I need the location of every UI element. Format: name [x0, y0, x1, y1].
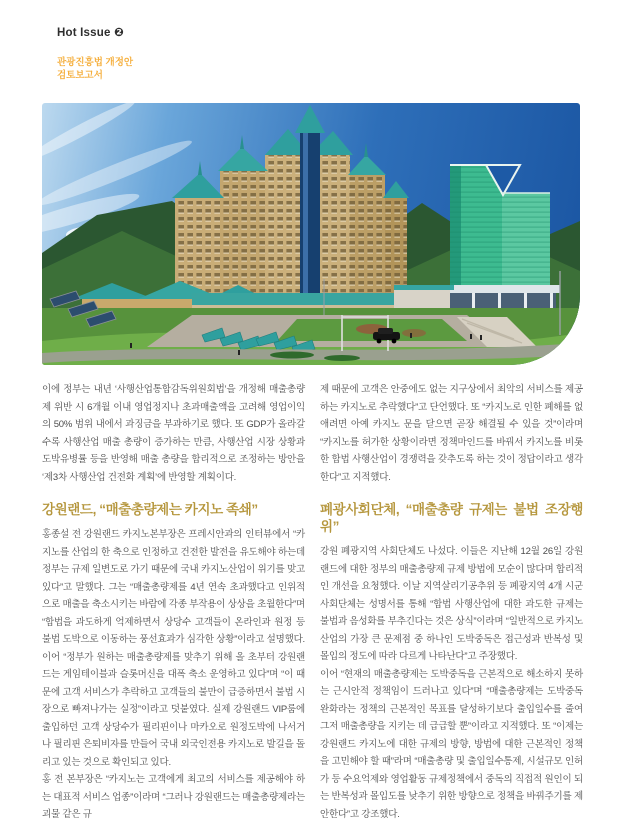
paragraph-community-1: 강원 폐광지역 사회단체도 나섰다. 이들은 지난해 12월 26일 강원랜드에 대한 정부의 매출총량제 규제 방법에 모순이 많다며 합리적인 개선을 요청했다. 이날 지역살리기공추위 등 폐광지역 4개 시군 사회단체는 성명서를 통해 “합법 사행산업에 대한 과도한 규제는 불법과 음성화를 부추긴다는 것은 상식”이라며 “일반적으로 카지노산업의 가장 큰 문제점 중 하나인 도박중독은 접근성과 반복성 및 몰입의 정도에 따라 다르게 나타난다”고 주장했다. [320, 546, 583, 662]
article-column-left [42, 381, 305, 824]
article-body [42, 381, 583, 824]
doc-title-line2: 검토보고서 [57, 70, 103, 81]
hotel-tower [172, 105, 409, 298]
casino-resort-illustration [42, 103, 580, 365]
doc-title [57, 56, 133, 82]
story-heading-community-groups: 폐광사회단체, “매출총량 규제는 불법 조장행위” [320, 502, 583, 534]
paragraph-intro: 이에 정부는 내년 ‘사행산업통합감독위원회법’을 개정해 매출총량제 위반 시 6개월 이내 영업정지나 초과매출액을 고려해 영업이익의 50% 범위 내에서 과징금을 부과하기로 했다. 또 GDP가 올라갈수록 사행산업 매출 총량이 증가하는 만큼, 사행산업 시장 상황과 도박유병률 등을 반영해 매출 총량을 합리적으로 조정하는 방안을 ‘제3차 사행산업 건전화 계획’에 반영할 계획이다. [42, 384, 305, 483]
casino-resort-photo [42, 103, 580, 365]
paragraph-community-2: 이어 “현재의 매출총량제는 도박중독을 근본적으로 해소하지 못하는 근시안적 정책임이 드러나고 있다”며 “매출총량제는 도박중독 완화라는 정책의 근본적인 목표를 달성하기보다 출입일수를 줄여 그저 매출총량을 지키는 데 급급할 뿐”이라고 지적했다. 또 “이제는 강원랜드 카지노에 대한 규제의 방향, 방법에 대한 근본적인 정책을 고민해야 할 때”라며 “매출총량 및 출입일수통제, 시설규모 인허가 등 수요억제와 영업활동 규제정책에서 중독의 직접적 원인이 되는 반복성과 몰입도를 낮추기 위한 방향으로 정책을 바꿔주기를 제안한다”고 강조했다. [320, 668, 583, 820]
section-label: Hot Issue ❷ [57, 27, 124, 39]
paragraph-continued: 제 때문에 고객은 안중에도 없는 지구상에서 최악의 서비스를 제공하는 카지노로 추락했다”고 단언했다. 또 “카지노로 인한 폐해를 없애려면 아예 카지노 문을 닫으면 곧장 해결될 수 있을 것”이라며 “카지노를 허가한 상황이라면 정책마인드를 바꿔서 카지노를 비롯한 합법 사행산업이 경쟁력을 갖추도록 하는 것이 정답이라고 생각한다”고 지적했다. [320, 384, 583, 483]
article-column-right [320, 381, 583, 824]
doc-title-line1: 관광진흥법 개정안 [57, 57, 134, 68]
paragraph-kangwonland-2: 홍 전 본부장은 “카지노는 고객에게 최고의 서비스를 제공해야 하는 대표적 서비스 업종”이라며 “그러나 강원랜드는 매출총량제라는 괴물 같은 규 [42, 774, 305, 820]
paragraph-kangwonland-1: 홍종설 전 강원랜드 카지노본부장은 프레시안과의 인터뷰에서 “카지노를 산업의 한 축으로 인정하고 건전한 발전을 유도해야 하는데 정부는 규제 일변도로 가기 때문에 국내 카지노산업이 위기를 맞고 있다”고 말했다. 그는 “매출총량제를 4년 연속 초과했다고 인위적으로 매출을 축소시키는 바람에 각종 부작용이 상상을 초월한다”며 “합법을 과도하게 억제하면서 상당수 고객들이 온라인과 원정 등 불법 도박으로 이동하는 풍선효과가 심각한 상황”이라고 설명했다. 이어 “정부가 원하는 매출총량제를 맞추기 위해 올 초부터 강원랜드는 게임테이블과 슬롯머신을 대폭 축소 운영하고 있다”며 “이 때문에 고객 서비스가 추락하고 고객들의 불만이 급증하면서 불법 시장으로 빠져나가는 실정”이라고 덧붙였다. 실제 강원랜드 VIP룸에 출입하던 고객 상당수가 필리핀이나 마카오로 원정도박에 나서거나 필리핀 은퇴비자를 만들어 국내 외국인전용 카지노로 발길을 돌리고 있는 것으로 확인되고 있다. [42, 529, 305, 768]
story-heading-kangwonland: 강원랜드, “매출총량제는 카지노 족쇄” [42, 502, 258, 517]
glass-tower [440, 165, 560, 311]
